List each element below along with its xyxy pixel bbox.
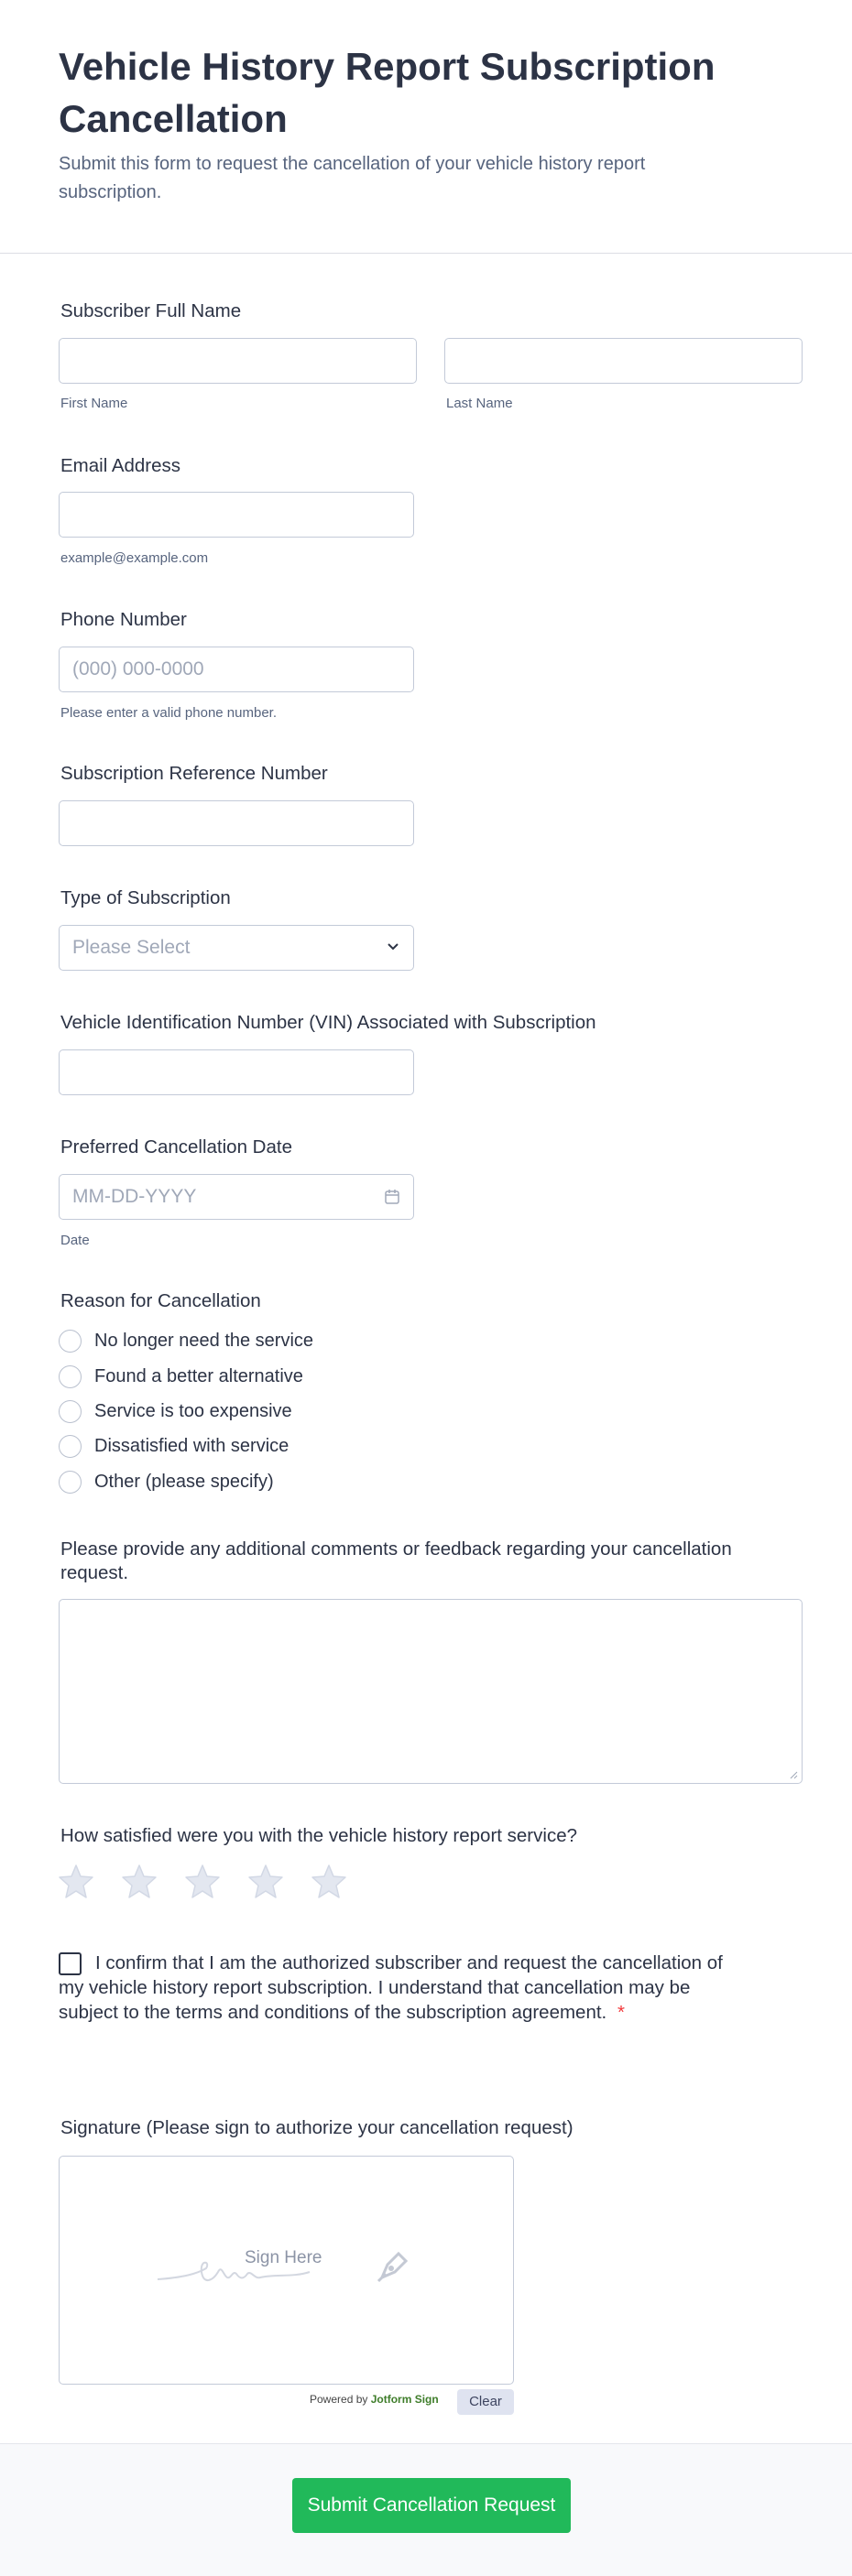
date-label: Preferred Cancellation Date <box>60 1136 292 1158</box>
signature-scribble-icon <box>156 2252 311 2288</box>
comments-label: Please provide any additional comments or feedback regarding your cancellation request. <box>60 1538 732 1583</box>
radio-button[interactable] <box>59 1471 82 1494</box>
reason-label: Reason for Cancellation <box>60 1290 261 1311</box>
reason-option-label: Found a better alternative <box>94 1365 303 1386</box>
comments-textarea[interactable] <box>59 1599 803 1784</box>
star-icon[interactable] <box>120 1863 158 1901</box>
phone-input[interactable]: (000) 000-0000 <box>59 647 414 692</box>
reason-option-label: Dissatisfied with service <box>94 1435 289 1456</box>
calendar-icon[interactable] <box>384 1189 400 1205</box>
reference-label: Subscription Reference Number <box>60 763 328 784</box>
phone-label: Phone Number <box>60 609 187 630</box>
first-name-sublabel: First Name <box>60 396 128 411</box>
reason-option[interactable] <box>59 1432 289 1460</box>
star-icon[interactable] <box>246 1863 285 1901</box>
vin-input[interactable] <box>59 1049 414 1095</box>
powered-by <box>310 2393 439 2406</box>
required-mark: * <box>617 2002 625 2023</box>
powered-by-text: Powered by <box>310 2393 368 2406</box>
subscription-type-label: Type of Subscription <box>60 887 231 908</box>
reason-option[interactable] <box>59 1327 313 1354</box>
radio-button[interactable] <box>59 1330 82 1353</box>
star-icon[interactable] <box>310 1863 348 1901</box>
pen-icon <box>375 2246 413 2285</box>
star-icon[interactable] <box>57 1863 95 1901</box>
reason-option[interactable] <box>59 1397 292 1425</box>
reason-option-label: Service is too expensive <box>94 1400 292 1421</box>
email-input[interactable] <box>59 492 414 538</box>
radio-button[interactable] <box>59 1435 82 1458</box>
reason-option[interactable] <box>59 1468 274 1495</box>
sign-here-hint: Sign Here <box>245 2248 322 2267</box>
reason-option-label: No longer need the service <box>94 1330 314 1351</box>
radio-button[interactable] <box>59 1400 82 1423</box>
subscription-type-value: Please Select <box>72 937 191 958</box>
last-name-sublabel: Last Name <box>446 396 513 411</box>
full-name-label: Subscriber Full Name <box>60 300 242 321</box>
subscription-type-select[interactable] <box>59 925 414 971</box>
reason-option-label: Other (please specify) <box>94 1471 274 1492</box>
star-icon[interactable] <box>183 1863 222 1901</box>
radio-button[interactable] <box>59 1365 82 1388</box>
jotform-sign-brand: Jotform Sign <box>370 2393 439 2406</box>
last-name-input[interactable] <box>444 338 803 384</box>
date-sublabel: Date <box>60 1233 90 1248</box>
clear-signature-button[interactable]: Clear <box>457 2389 514 2415</box>
confirm-label: I confirm that I am the authorized subscriber and request the cancellation of my vehicle history report subscription. I understand that cancellation may be subject to the terms and conditions of the subscription agreement. <box>59 1952 723 2023</box>
email-sublabel: example@example.com <box>60 550 209 566</box>
reason-option[interactable] <box>59 1363 303 1390</box>
date-input[interactable] <box>59 1174 414 1220</box>
page-title: Vehicle History Report Subscription Cancellation <box>59 45 715 140</box>
phone-sublabel: Please enter a valid phone number. <box>60 705 277 721</box>
email-label: Email Address <box>60 455 181 476</box>
submit-button[interactable]: Submit Cancellation Request <box>292 2478 571 2533</box>
first-name-input[interactable] <box>59 338 417 384</box>
rating-label: How satisfied were you with the vehicle history report service? <box>60 1825 577 1846</box>
signature-pad[interactable] <box>59 2156 514 2385</box>
confirm-text <box>59 1951 737 2025</box>
vin-label: Vehicle Identification Number (VIN) Associated with Subscription <box>60 1012 596 1033</box>
reference-input[interactable] <box>59 800 414 846</box>
signature-label: Signature (Please sign to authorize your cancellation request) <box>60 2117 573 2138</box>
page-subtitle: Submit this form to request the cancellation of your vehicle history report subscription. <box>59 154 646 202</box>
date-placeholder: MM-DD-YYYY <box>72 1186 197 1207</box>
form-header <box>0 0 852 254</box>
chevron-down-icon <box>386 941 400 952</box>
resize-handle-icon[interactable] <box>789 1770 798 1779</box>
